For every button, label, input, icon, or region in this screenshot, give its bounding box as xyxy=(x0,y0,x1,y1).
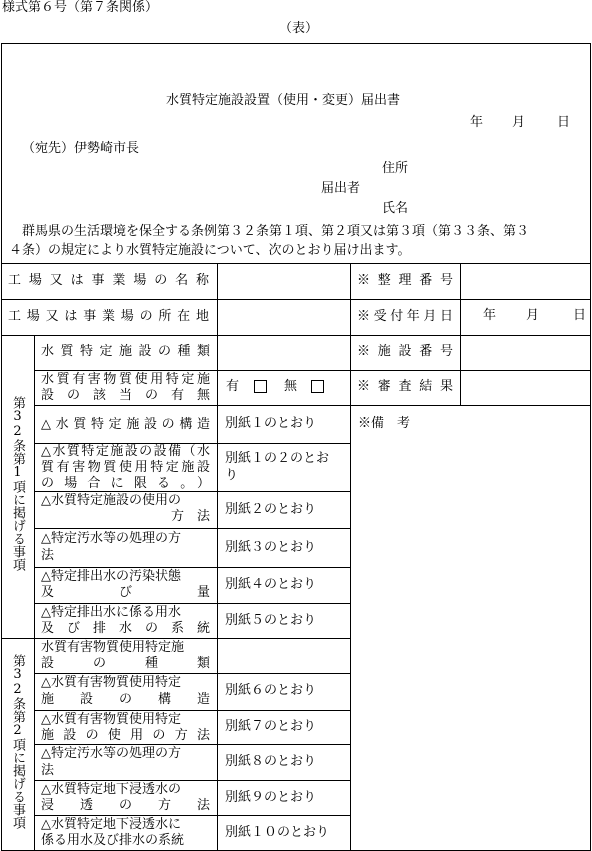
received-day: 日 xyxy=(573,308,587,323)
received-date-label: ※受付年月日 xyxy=(357,309,453,324)
table-label: （表） xyxy=(279,21,319,36)
address-label: 住所 xyxy=(382,161,409,176)
received-month: 月 xyxy=(526,308,540,323)
factory-address-label: 工場又は事業場の所在地 xyxy=(8,309,209,324)
hazard-yes-label: 有 xyxy=(226,379,240,394)
s2-row-6-label-line1: △水質特定地下浸透水に xyxy=(41,817,181,832)
s2-row-2-value: 別紙６のとおり xyxy=(225,683,317,698)
review-result-label: ※審査結果 xyxy=(357,379,453,394)
s1-row-4-value-line2: り xyxy=(225,468,239,483)
s1-row-1-value[interactable] xyxy=(218,336,350,370)
remarks-label: ※備 考 xyxy=(358,416,411,431)
s1-row-2-label-line2: 設の該当の有無 xyxy=(41,388,210,403)
s2-row-4-label-line2: 法 xyxy=(41,763,55,778)
date-day: 日 xyxy=(557,115,571,130)
s2-row-2-label-line2: 施設の構造 xyxy=(41,692,210,707)
s2-row-2-label-line1: △水質有害物質使用特定 xyxy=(41,675,181,690)
factory-name-label: 工場又は事業場の名称 xyxy=(8,273,209,288)
s2-row-3-label-line1: △水質有害物質使用特定 xyxy=(41,712,181,727)
date-year: 年 xyxy=(470,115,484,130)
s1-row-1-label: 水質特定施設の種類 xyxy=(41,344,210,359)
s1-row-4-label-line2: 質有害物質使用特定施設 xyxy=(41,460,210,475)
addressee: （宛先）伊勢崎市長 xyxy=(22,141,140,156)
name-label: 氏名 xyxy=(382,201,409,216)
s1-row-6-value: 別紙３のとおり xyxy=(225,540,317,555)
s1-row-8-value: 別紙５のとおり xyxy=(225,613,317,628)
s1-row-6-label-line2: 法 xyxy=(41,548,55,563)
factory-address-value[interactable] xyxy=(218,300,350,335)
s1-row-5-label-line2: 方 法 xyxy=(170,509,210,524)
s2-row-5-label-line2: 浸透の方法 xyxy=(41,798,210,813)
s1-row-4-value-line1: 別紙１の２のとお xyxy=(225,451,330,466)
received-year: 年 xyxy=(483,308,497,323)
s1-row-3-label: △水質特定施設の構造 xyxy=(41,417,210,432)
s1-row-4-label-line1: △水質特定施設の設備（水 xyxy=(41,444,210,459)
s1-row-5-label-line1: △水質特定施設の使用の xyxy=(41,493,181,508)
section-2-label: 第32条第2項に掲げる事項 xyxy=(10,654,25,829)
ref-number-value xyxy=(461,264,591,299)
s1-row-8-label-line2: 及び排水の系統 xyxy=(41,621,210,636)
s2-row-5-label-line1: △水質特定地下浸透水の xyxy=(41,782,181,797)
s1-row-7-label-line2: 及び量 xyxy=(41,585,210,600)
notifier-label: 届出者 xyxy=(321,181,361,196)
s2-row-6-label-line2: 係る用水及び排水の系統 xyxy=(41,833,185,848)
s1-row-5-value: 別紙２のとおり xyxy=(225,502,317,517)
s2-row-4-label-line1: △特定汚水等の処理の方 xyxy=(41,746,181,761)
hazard-yes-checkbox[interactable] xyxy=(254,380,267,393)
hazard-no-label: 無 xyxy=(284,379,298,394)
s2-row-4-value: 別紙８のとおり xyxy=(225,754,317,769)
s2-row-1-label-line2: 設の種類 xyxy=(41,656,210,671)
s1-row-3-value: 別紙１のとおり xyxy=(225,416,317,431)
intro-line-2: ４条）の規定により水質特定施設について、次のとおり届け出ます。 xyxy=(9,243,411,258)
s2-row-6-value: 別紙１０のとおり xyxy=(225,825,330,840)
facility-number-label: ※施設番号 xyxy=(357,344,453,359)
s2-row-3-value: 別紙７のとおり xyxy=(225,719,317,734)
s1-row-8-label-line1: △特定排出水に係る用水 xyxy=(41,605,181,620)
s1-row-7-value: 別紙４のとおり xyxy=(225,577,317,592)
s1-row-7-label-line1: △特定排出水の汚染状態 xyxy=(41,569,181,584)
s1-row-4-label-line3: の場合に限る。） xyxy=(41,476,210,491)
form-number: 様式第６号（第７条関係） xyxy=(2,0,159,15)
s2-row-1-value[interactable] xyxy=(218,639,350,673)
date-month: 月 xyxy=(512,115,526,130)
s2-row-1-label-line1: 水質有害物質使用特定施 xyxy=(41,640,185,655)
s1-row-2-label-line1: 水質有害物質使用特定施 xyxy=(41,372,210,387)
section-1-label: 第32条第1項に掲げる事項 xyxy=(10,396,25,571)
factory-name-value[interactable] xyxy=(218,264,350,299)
form-title: 水質特定施設設置（使用・変更）届出書 xyxy=(166,93,401,108)
s1-row-6-label-line1: △特定汚水等の処理の方 xyxy=(41,531,181,546)
s2-row-3-label-line2: 施設の使用の方法 xyxy=(41,728,210,743)
ref-number-label: ※整理番号 xyxy=(357,273,453,288)
intro-line-1: 群馬県の生活環境を保全する条例第３２条第１項、第２項又は第３項（第３３条、第３ xyxy=(22,224,530,239)
s2-row-5-value: 別紙９のとおり xyxy=(225,790,317,805)
hazard-no-checkbox[interactable] xyxy=(311,380,324,393)
